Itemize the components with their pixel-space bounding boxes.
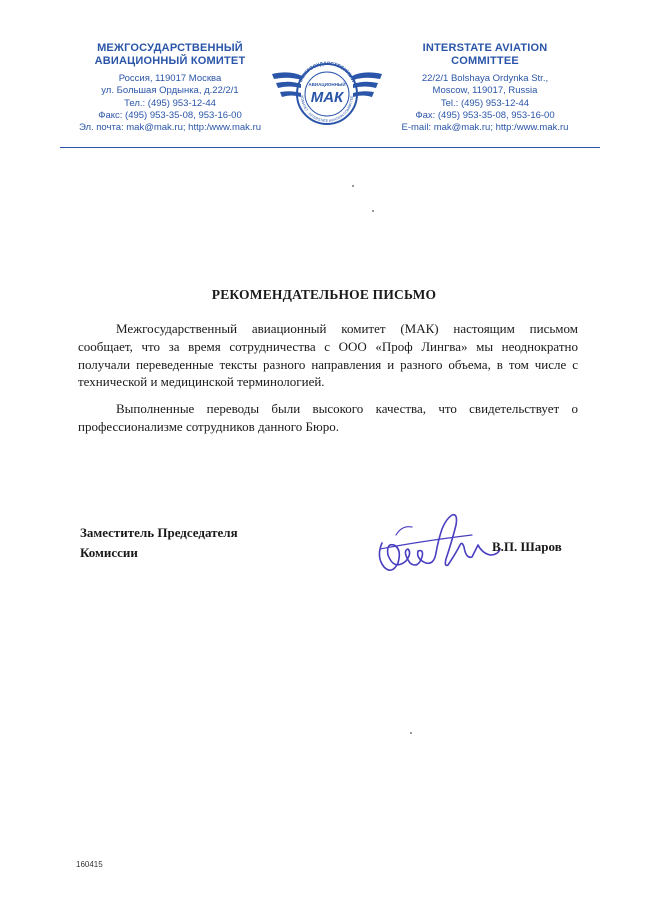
address-en-line: Moscow, 119017, Russia [432,85,538,97]
scan-speck [352,185,354,187]
letter-body [78,320,578,445]
letter-paragraph: Выполненные переводы были высокого качества, что свидетельствует о профессионализме сотрудников данного Бюро. [78,401,578,434]
address-en-line: E-mail: mak@mak.ru; http:/www.mak.ru [401,122,569,134]
header-divider [60,147,600,148]
org-name-en [400,42,570,68]
org-name-ru-line1: МЕЖГОСУДАРСТВЕННЫЙ [97,42,243,54]
mak-logo-emblem [270,52,384,130]
org-name-ru-line2: АВИАЦИОННЫЙ КОМИТЕТ [94,55,246,67]
org-name-en-line1: INTERSTATE AVIATION [422,42,548,54]
signatory-position-line1: Заместитель Председателя [80,525,238,540]
signatory-name: В.П. Шаров [492,539,562,554]
address-ru-line: ул. Большая Ордынка, д.22/2/1 [101,85,239,97]
header-right-english [400,42,570,134]
logo-center-subtext: АВИАЦИОННЫЙ [308,82,346,87]
address-en-line: Фax: (495) 953-35-08, 953-16-00 [415,109,555,121]
address-ru-line: Эл. почта: mak@mak.ru; http:/www.mak.ru [78,122,262,134]
address-ru-line: Тел.: (495) 953-12-44 [124,97,216,109]
address-en-line: 22/2/1 Bolshaya Ordynka Str., [421,73,549,84]
logo-ring-text-top: МЕЖГОСУДАРСТВЕННЫЙ [298,60,356,84]
logo-mak-text: МАК [310,89,344,106]
scan-speck [372,210,374,212]
document-code: 160415 [76,860,103,869]
letter-title: РЕКОМЕНДАТЕЛЬНОЕ ПИСЬМО [211,287,437,302]
address-ru [70,73,270,134]
signatory-position [80,523,238,563]
org-name-ru [70,42,270,68]
signatory-position-line2: Комиссии [80,545,138,560]
handwritten-signature [372,505,502,585]
org-name-en-line2: COMMITTEE [451,55,519,67]
logo-ring-text-bottom: КОМИТЕТ · INTERSTATE AVIATION COMMITTEE [299,95,355,124]
address-en-line: Tel.: (495) 953-12-44 [440,97,530,109]
address-ru-line: Россия, 119017 Москва [118,73,222,84]
scan-speck [410,732,412,734]
header-left-russian [70,42,270,134]
address-en [400,73,570,134]
letter-paragraph: Межгосударственный авиационный комитет (МАК) настоящим письмом сообщает, что за время сотрудничества с ООО «Проф Лингва» мы неоднократно получали переведенные тексты разного направления и разного объема, в том числе с технической и медицинской терминологией. [78,321,578,390]
address-ru-line: Факс: (495) 953-35-08, 953-16-00 [98,109,242,121]
